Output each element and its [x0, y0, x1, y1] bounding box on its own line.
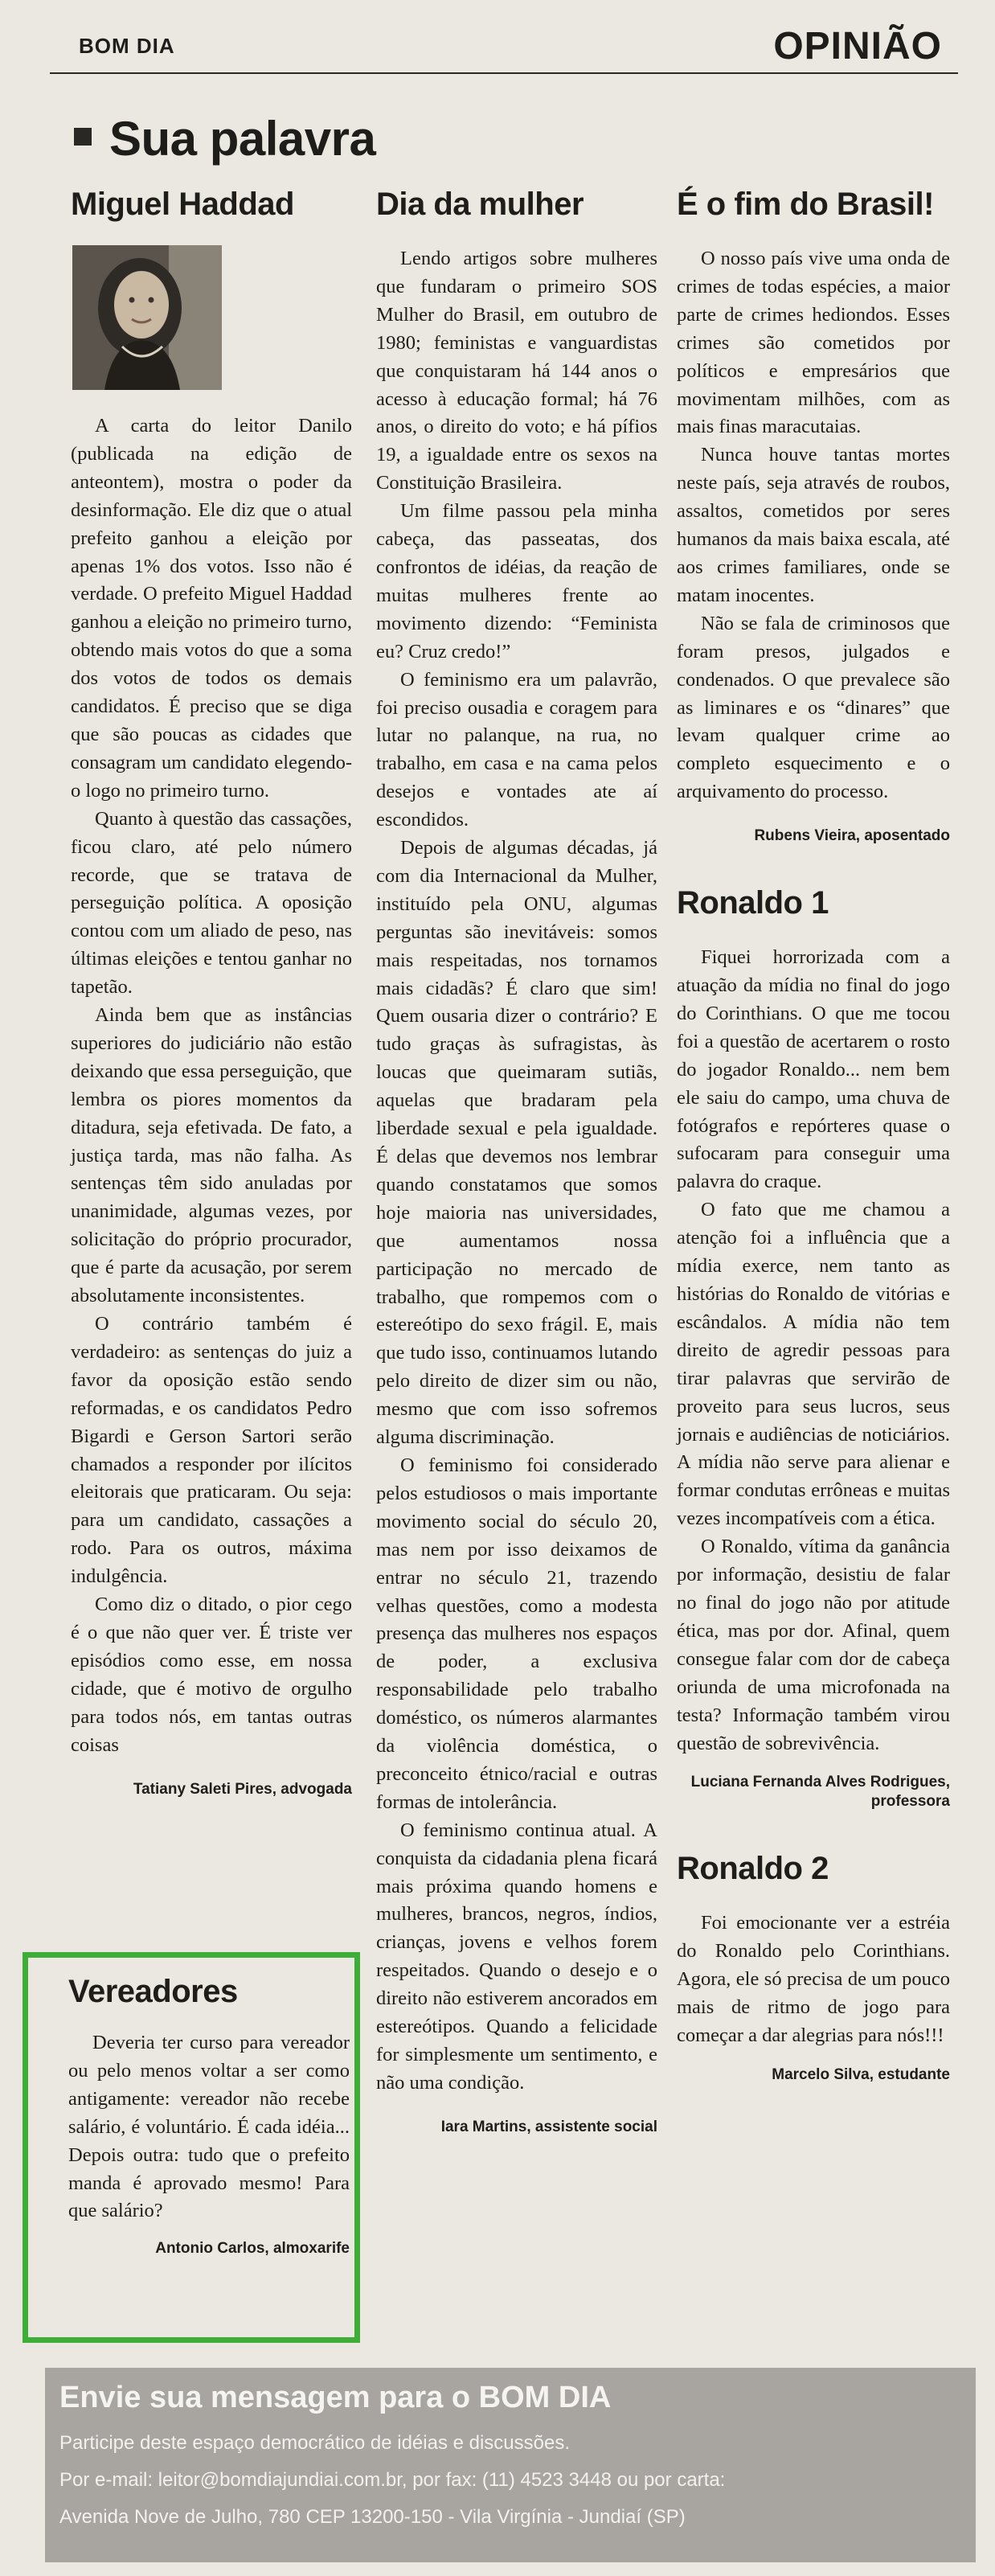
- submission-footer: [45, 2368, 976, 2562]
- letter-signature: Marcelo Silva, estudante: [772, 2065, 950, 2083]
- letter-signature: Tatiany Saleti Pires, advogada: [133, 1780, 352, 1798]
- letter-title: Dia da mulher: [376, 187, 584, 222]
- square-bullet-icon: [74, 128, 92, 146]
- paragraph: Fiquei horrorizada com a atuação da mídia no final do jogo do Corinthians. O que me tocou foi a questão de acertarem o rosto do jogador Ronaldo... nem bem ele saiu do campo, uma chuva de fotógrafos e repórteres quase o sufocaram para conseguir uma palavra do craque.: [677, 946, 950, 1193]
- footer-intro: Participe deste espaço democrático de idéias e discussões.: [59, 2432, 571, 2454]
- letter-signature-name: Luciana Fernanda Alves Rodrigues,: [690, 1774, 950, 1791]
- paragraph: Não se fala de criminosos que foram presos, julgados e condenados. O que prevalece são as liminares e os “dinares” que levam qualquer crime ao completo esquecimento e o arquivamento do processo.: [677, 612, 950, 803]
- author-photo-image: [72, 245, 222, 390]
- letter-ronaldo-1: [677, 885, 950, 1811]
- footer-contact: Por e-mail: leitor@bomdiajundiai.com.br, por fax: (11) 4523 3448 ou por carta:: [59, 2469, 726, 2491]
- letter-title: É o fim do Brasil!: [677, 187, 934, 222]
- paragraph: Ainda bem que as instâncias superiores do judiciário não estão deixando que essa perseguição, que lembra os piores momentos da ditadura, seja efetivada. De fato, a justiça tarda, mas não falha. As sentenças têm sido anuladas por unanimidade, algumas vezes, por solicitação do próprio procurador, que é parte da acusação, por serem absolutamente inconsistentes.: [71, 1004, 352, 1307]
- paragraph: O feminismo foi considerado pelos estudiosos o mais importante movimento social do século 20, mas nem por isso deixamos de entrar no século 21, trazendo velhas questões, como a modesta presença das mulheres nos espaços de poder, a exclusiva responsabilidade pelo trabalho doméstico, os números alarmantes da violência doméstica, o preconceito étnico/racial e outras formas de intolerância.: [376, 1454, 657, 1813]
- letter-vereadores-highlight: [23, 1952, 360, 2343]
- letter-body: [677, 1909, 950, 2050]
- letter-body: [677, 245, 950, 806]
- letter-vereadores: [68, 1974, 350, 2258]
- letter-signature: Iara Martins, assistente social: [440, 2118, 657, 2135]
- paragraph: Quanto à questão das cassações, ficou claro, até pelo número recorde, que se tratava de perseguição política. A oposição contou com um aliado de peso, nas últimas eleições e tentou ganhar no tapetão.: [71, 807, 352, 999]
- paragraph: O nosso país vive uma onda de crimes de todas espécies, a maior parte de crimes hediondos. Esses crimes são cometidos por políticos e empresários que movimentam milhões, com as mais finas maracutaias.: [677, 248, 950, 438]
- letter-body: [71, 412, 352, 1760]
- paragraph: Depois de algumas décadas, já com dia Internacional da Mulher, instituído pela ONU, algumas perguntas são inevitáveis: somos mais respeitadas, nos tornamos mais cidadãs? É claro que sim! Quem ousaria dizer o contrário? E tudo graças às sufragistas, às loucas que queimaram sutiãs, aquelas que bradaram pela liberdade sexual e pela igualdade. É delas que devemos nos lembrar quando constatamos que somos hoje maioria nas universidades, que aumentamos nossa participação no mercado de trabalho, que rompemos com o estereótipo do sexo frágil. E, mais que tudo isso, continuamos lutando pelo direito de dizer sim ou não, mesmo que com isso sofremos alguma discriminação.: [376, 837, 657, 1449]
- paragraph: O feminismo era um palavrão, foi preciso ousadia e coragem para lutar no palanque, na rua, no trabalho, em casa e na cama pelos desejos e vontades ate aí escondidos.: [376, 668, 657, 831]
- letter-title: Ronaldo 2: [677, 1851, 829, 1887]
- letter-body: [677, 944, 950, 1758]
- page-header: [50, 23, 958, 74]
- paragraph: Deveria ter curso para vereador ou pelo menos voltar a ser como antigamente: vereador não recebe salário, é voluntário. É cada idéia... Depois outra: tudo que o prefeito manda é aprovado mesmo! Para que salário?: [68, 2032, 350, 2222]
- letter-ronaldo-2: [677, 1851, 950, 2084]
- paragraph: Um filme passou pela minha cabeça, das passeatas, dos confrontos de idéias, da reação de muitas mulheres frente ao movimento dizendo: “Feminista eu? Cruz credo!”: [376, 500, 657, 662]
- page-title-text: Sua palavra: [109, 112, 376, 166]
- author-photo: [72, 245, 222, 390]
- paragraph: O Ronaldo, vítima da ganância por informação, desistiu de falar no final do jogo não por atitude ética, mas por dor. Afinal, quem consegue falar com dor de cabeça oriunda de uma microfonada na testa? Informação também virou questão de sobrevivência.: [677, 1536, 950, 1754]
- paragraph: Nunca houve tantas mortes neste país, seja através de roubos, assaltos, cometidos por seres humanos da mais baixa escala, até aos crimes familiares, onde se matam inocentes.: [677, 444, 950, 606]
- paragraph: Foi emocionante ver a estréia do Ronaldo pelo Corinthians. Agora, ele só precisa de um pouco mais de ritmo de jogo para começar a dar alegrias para nós!!!: [677, 1912, 950, 2047]
- footer-address: Avenida Nove de Julho, 780 CEP 13200-150 - Vila Virgínia - Jundiaí (SP): [59, 2506, 686, 2528]
- letter-title: Miguel Haddad: [71, 187, 294, 222]
- newspaper-brand: BOM DIA: [79, 34, 175, 58]
- paragraph: O fato que me chamou a atenção foi a influência que a mídia exerce, nem tanto as histórias do Ronaldo de vitórias e escândalos. A mídia não tem direito de agredir pessoas para tirar palavras que servirão de proveito para seus lucros, seus jornais e audiências de noticiários. A mídia não serve para alienar e formar condutas errôneas e muitas vezes incompatíveis com a ética.: [677, 1199, 950, 1530]
- paragraph: A carta do leitor Danilo (publicada na edição de anteontem), mostra o poder da desinformação. Ele diz que o atual prefeito ganhou a eleição por apenas 1% dos votos. Isso não é verdade. O prefeito Miguel Haddad ganhou a eleição no primeiro turno, obtendo mais votos do que a soma dos votos de todos os demais candidatos. É preciso que se diga que são poucas as cidades que consagram um candidato elegendo-o logo no primeiro turno.: [71, 415, 352, 802]
- letter-fim-do-brasil: [677, 187, 950, 845]
- letter-signature: Antonio Carlos, almoxarife: [155, 2240, 350, 2258]
- letter-dia-da-mulher: [376, 187, 657, 2136]
- paragraph: Lendo artigos sobre mulheres que fundaram o primeiro SOS Mulher do Brasil, em outubro de 1980; feministas e vanguardistas que conquistaram há 144 anos o acesso à educação formal; há 76 anos, o direito do voto; e há pífios 19, a igualdade entre os sexos na Constituição Brasileira.: [376, 248, 657, 494]
- page-title: [74, 111, 375, 166]
- letter-title: Vereadores: [68, 1974, 238, 2009]
- letter-title: Ronaldo 1: [677, 885, 829, 921]
- section-name: OPINIÃO: [773, 25, 942, 68]
- column-three: [677, 187, 950, 2084]
- paragraph: O feminismo continua atual. A conquista da cidadania plena ficará mais próxima quando homens e mulheres, brancos, negros, índios, crianças, jovens e velhos forem respeitados. Quando o desejo e o direito não estiverem ancorados em estereótipos. Quando a felicidade for simplesmente um sentimento, e não uma condição.: [376, 1819, 657, 2094]
- paragraph: O contrário também é verdadeiro: as sentenças do juiz a favor da oposição estão sendo reformadas, e os candidatos Pedro Bigardi e Gerson Sartori serão chamados a responder por ilícitos eleitorais que praticaram. Ou seja: para um candidato, cassações a rodo. Para os outros, máxima indulgência.: [71, 1313, 352, 1588]
- paragraph: Como diz o ditado, o pior cego é o que não quer ver. É triste ver episódios como esse, em nossa cidade, que é motivo de orgulho para todos nós, em tantas outras coisas: [71, 1594, 352, 1756]
- letter-signature: Rubens Vieira, aposentado: [754, 827, 950, 845]
- letter-body: [68, 2029, 350, 2225]
- letter-signature-role: professora: [870, 1793, 950, 1811]
- letter-body: [376, 245, 657, 2098]
- letter-miguel-haddad: [71, 187, 352, 1799]
- footer-title: Envie sua mensagem para o BOM DIA: [59, 2381, 612, 2414]
